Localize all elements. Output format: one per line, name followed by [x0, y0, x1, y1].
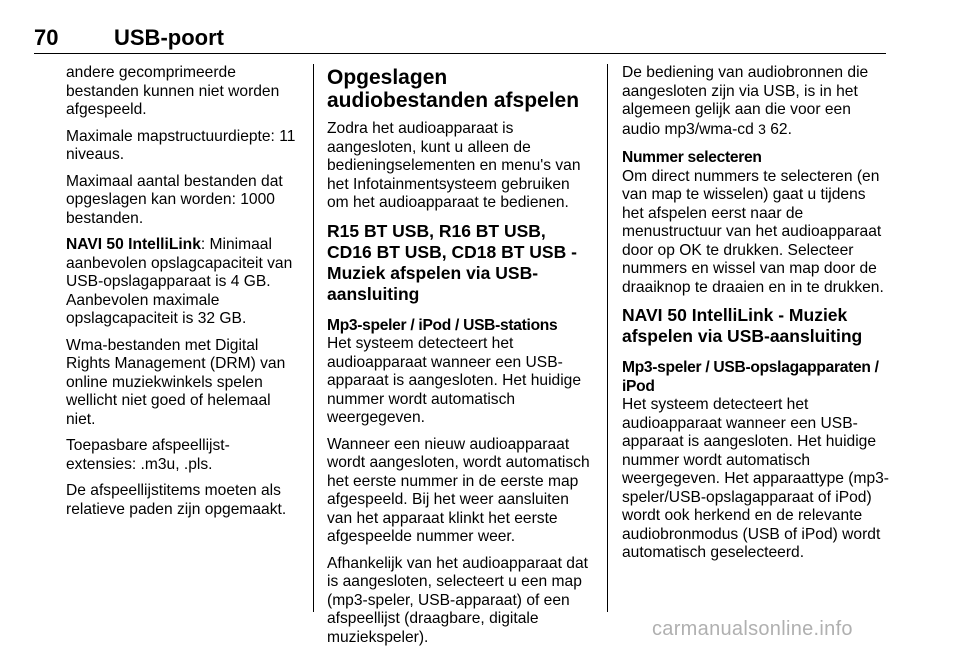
- paragraph: Maximale mapstructuurdiepte: 11 niveaus.: [66, 127, 296, 163]
- page-header: [34, 24, 886, 52]
- bold-term: NAVI 50 IntelliLink: [66, 236, 201, 253]
- paragraph: Wma-bestanden met Digital Rights Management (DRM) van online muziekwinkels spelen wellicht niet goed of helemaal niet.: [66, 336, 286, 428]
- column-divider-2: [607, 64, 608, 612]
- paragraph: Wanneer een nieuw audioapparaat wordt aangesloten, wordt automatisch het eerste nummer in de eerste map afgespeeld. Bij het weer aansluiten van het apparaat klinkt het eerste afgespeelde nummer weer.: [327, 435, 590, 545]
- column-3: [622, 64, 890, 571]
- paragraph: Het systeem detecteert het audioapparaat wanneer een USB-apparaat is aangesloten. Het huidige nummer wordt automatisch weergegeven.: [327, 335, 582, 426]
- paragraph: [66, 236, 298, 329]
- paragraph: Toepasbare afspeellijst-extensies: .m3u, .pls.: [66, 437, 230, 473]
- paragraph: Het systeem detecteert het audioapparaat wanneer een USB-apparaat is aangesloten. Het huidige nummer wordt automatisch weergegeven. Het apparaattype (mp3-speler/USB-opslagapparaat of iPod) wordt ook herkend en de relevante audiobronmodus (USB of iPod) wordt automatisch geselecteerd.: [622, 396, 889, 561]
- paragraph: De afspeellijstitems moeten als relatieve paden zijn opgemaakt.: [66, 482, 287, 518]
- column-divider-1: [313, 64, 314, 612]
- minor-heading: Nummer selecteren: [622, 149, 762, 166]
- cross-reference-arrow-icon: 3: [758, 120, 766, 137]
- minor-heading: Mp3-speler / USB-opslagapparaten / iPod: [622, 359, 879, 395]
- page-title: USB-poort: [114, 25, 224, 50]
- paragraph: Zodra het audioapparaat is aangesloten, kunt u alleen de bedieningselementen en menu's van het Infotainmentsysteem gebruiken om het audioapparaat te bedienen.: [327, 120, 581, 211]
- subsection-heading: R15 BT USB, R16 BT USB, CD16 BT USB, CD18 BT USB - Muziek afspelen via USB-aansluiting: [327, 220, 577, 304]
- subsection-heading: NAVI 50 IntelliLink - Muziek afspelen via USB-aansluiting: [622, 305, 863, 346]
- paragraph-text: : Minimaal aanbevolen opslagcapaciteit van USB-opslagapparaat is 4 GB. Aanbevolen maximale opslagcapaciteit is 32 GB.: [66, 236, 293, 327]
- column-2: [327, 64, 591, 655]
- page-number: 70: [34, 25, 59, 50]
- watermark: carmanualsonline.info: [652, 618, 853, 640]
- paragraph: andere gecomprimeerde bestanden kunnen niet worden afgespeeld.: [66, 64, 280, 118]
- header-divider: [34, 53, 886, 54]
- column-1: [66, 64, 298, 527]
- paragraph: [622, 64, 890, 139]
- paragraph: Afhankelijk van het audioapparaat dat is aangesloten, selecteert u een map (mp3-speler, USB-apparaat) of een afspeellijst (draagbare, digitale muziekspeler).: [327, 554, 588, 646]
- paragraph: Maximaal aantal bestanden dat opgeslagen kan worden: 1000 bestanden.: [66, 172, 283, 227]
- paragraph-text: De bediening van audiobronnen die aangesloten zijn via USB, is in het algemeen gelijk aan die voor een audio mp3/wma-cd: [622, 64, 869, 138]
- minor-heading: Mp3-speler / iPod / USB-stations: [327, 316, 558, 334]
- page-reference[interactable]: 62.: [770, 120, 792, 138]
- paragraph: Om direct nummers te selecteren (en van map te wisselen) gaat u tijdens het afspelen eerst naar de menustructuur van het audioapparaat door op OK te drukken. Selecteer nummers en wissel van map door de draaiknop te draaien en in te drukken.: [622, 167, 884, 296]
- section-heading: Opgeslagen audiobestanden afspelen: [327, 66, 580, 112]
